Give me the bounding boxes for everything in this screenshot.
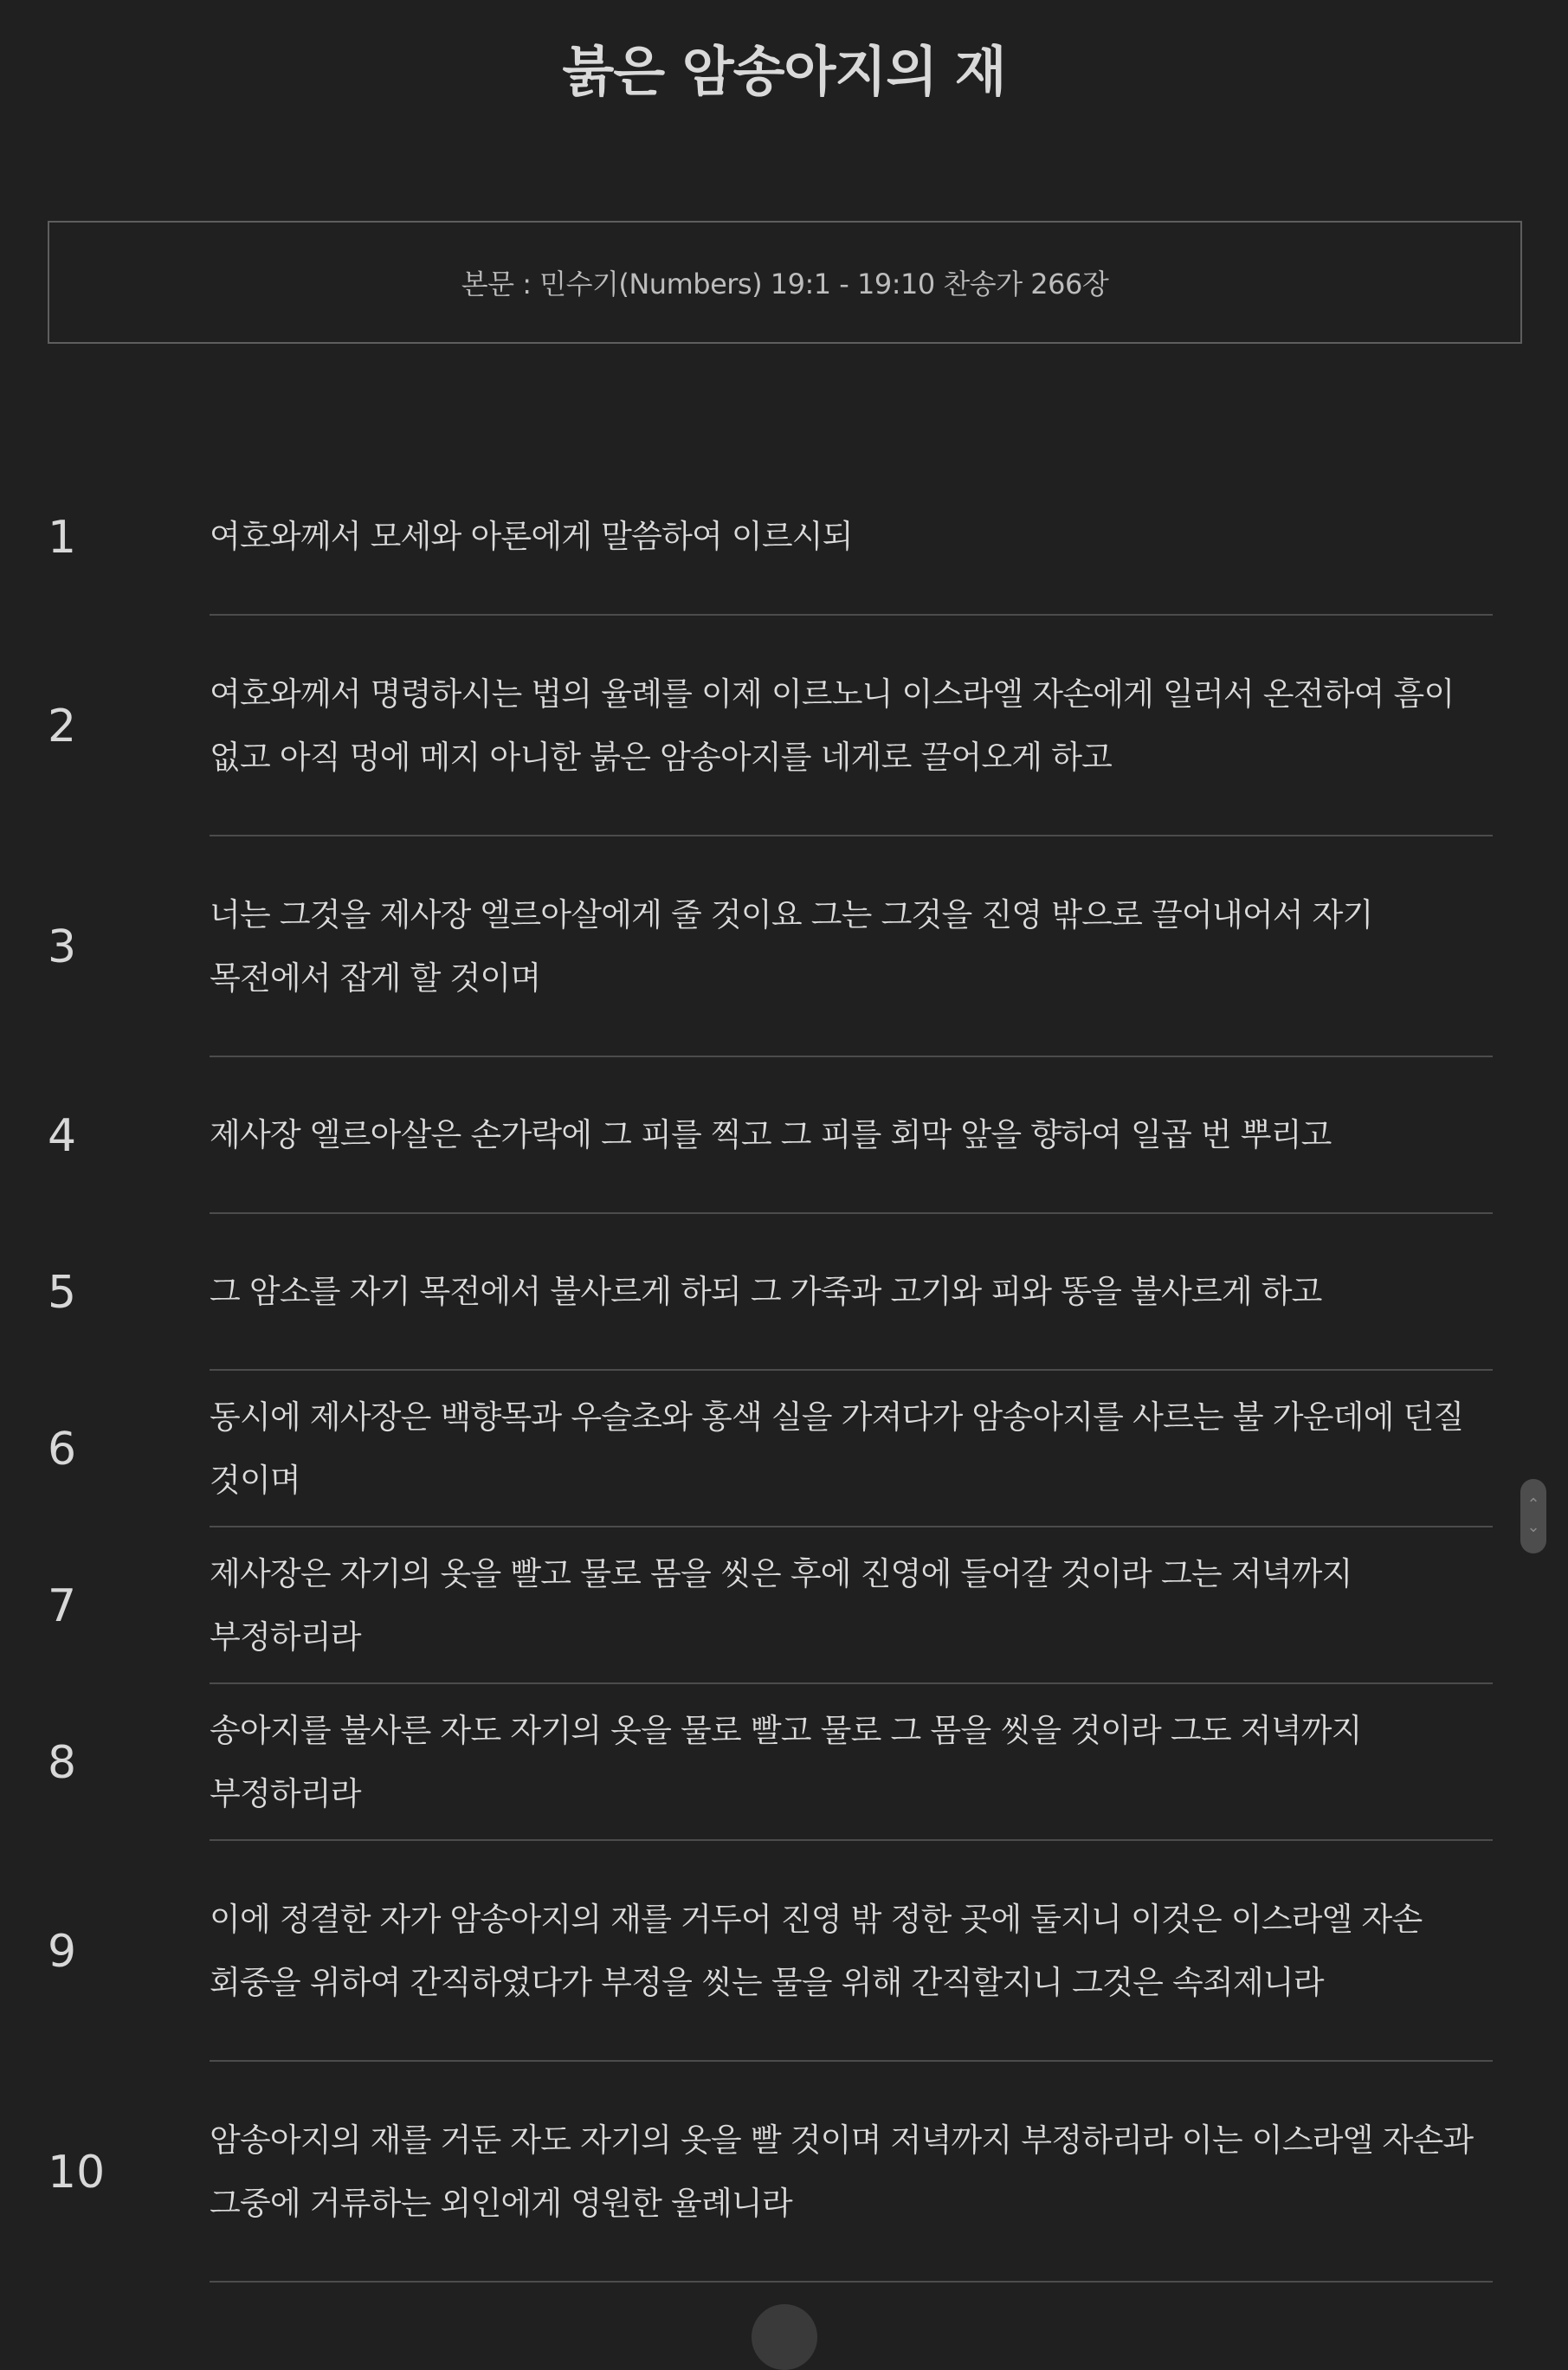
verse-body [210,1684,1493,1841]
verse-body [210,1527,1493,1684]
verse-row [0,1527,1568,1684]
verse-body [210,2062,1493,2283]
verse-list [0,459,1568,2283]
verse-text: 여호와께서 명령하시는 법의 율례를 이제 이르노니 이스라엘 자손에게 일러서 온전하여 흠이 없고 아직 멍에 메지 아니한 붉은 암송아지를 네게로 끌어오게 하고 [210,675,1455,776]
verse-row [0,616,1568,836]
verse-row [0,1214,1568,1371]
verse-body [210,836,1493,1057]
verse-row [0,1684,1568,1841]
chevron-up-icon[interactable]: ⌃ [1526,1495,1540,1514]
verse-body [210,1057,1493,1214]
page-title: 붉은 암송아지의 재 [562,40,1006,103]
verse-text: 여호와께서 모세와 아론에게 말씀하여 이르시되 [210,518,853,555]
verse-row [0,2062,1568,2283]
verse-number: 10 [48,2146,106,2199]
verse-body [210,616,1493,836]
verse-number: 6 [48,1423,77,1476]
verse-row [0,1057,1568,1214]
verse-number: 2 [48,700,77,752]
verse-row [0,1841,1568,2062]
verse-body [210,459,1493,616]
verse-number: 3 [48,920,77,973]
verse-text: 제사장 엘르아살은 손가락에 그 피를 찍고 그 피를 회막 앞을 향하여 일곱 번 뿌리고 [210,1116,1332,1153]
verse-number: 1 [48,511,77,564]
scroll-indicator[interactable] [1520,1479,1546,1553]
scripture-reference: 본문 : 민수기(Numbers) 19:1 - 19:10 찬송가 266장 [461,268,1109,300]
verse-number: 5 [48,1266,77,1319]
verse-text: 암송아지의 재를 거둔 자도 자기의 옷을 빨 것이며 저녁까지 부정하리라 이는 이스라엘 자손과 그중에 거류하는 외인에게 영원한 율례니라 [210,2121,1474,2222]
verse-text: 너는 그것을 제사장 엘르아살에게 줄 것이요 그는 그것을 진영 밖으로 끌어내어서 자기 목전에서 잡게 할 것이며 [210,895,1373,997]
verse-body [210,1841,1493,2062]
scripture-reference-box [48,221,1522,344]
verse-body [210,1371,1493,1527]
verse-text: 동시에 제사장은 백향목과 우슬초와 홍색 실을 가져다가 암송아지를 사르는 불 가운데에 던질 것이며 [210,1398,1464,1499]
verse-text: 그 암소를 자기 목전에서 불사르게 하되 그 가죽과 고기와 피와 똥을 불사르게 하고 [210,1273,1322,1310]
verse-number: 4 [48,1109,77,1162]
verse-number: 8 [48,1736,77,1789]
floating-action-button[interactable] [752,2304,817,2370]
verse-text: 이에 정결한 자가 암송아지의 재를 거두어 진영 밖 정한 곳에 둘지니 이것은 이스라엘 자손 회중을 위하여 간직하였다가 부정을 씻는 물을 위해 간직할지니 그것은 속죄제니라 [210,1900,1423,2001]
verse-body [210,1214,1493,1371]
verse-number: 9 [48,1925,77,1978]
verse-number: 7 [48,1579,77,1632]
verse-row [0,459,1568,616]
verse-text: 제사장은 자기의 옷을 빨고 물로 몸을 씻은 후에 진영에 들어갈 것이라 그는 저녁까지 부정하리라 [210,1554,1352,1656]
chevron-down-icon[interactable]: ⌄ [1526,1518,1540,1536]
verse-row [0,836,1568,1057]
verse-row [0,1371,1568,1527]
verse-text: 송아지를 불사른 자도 자기의 옷을 물로 빨고 물로 그 몸을 씻을 것이라 그도 저녁까지 부정하리라 [210,1711,1362,1812]
